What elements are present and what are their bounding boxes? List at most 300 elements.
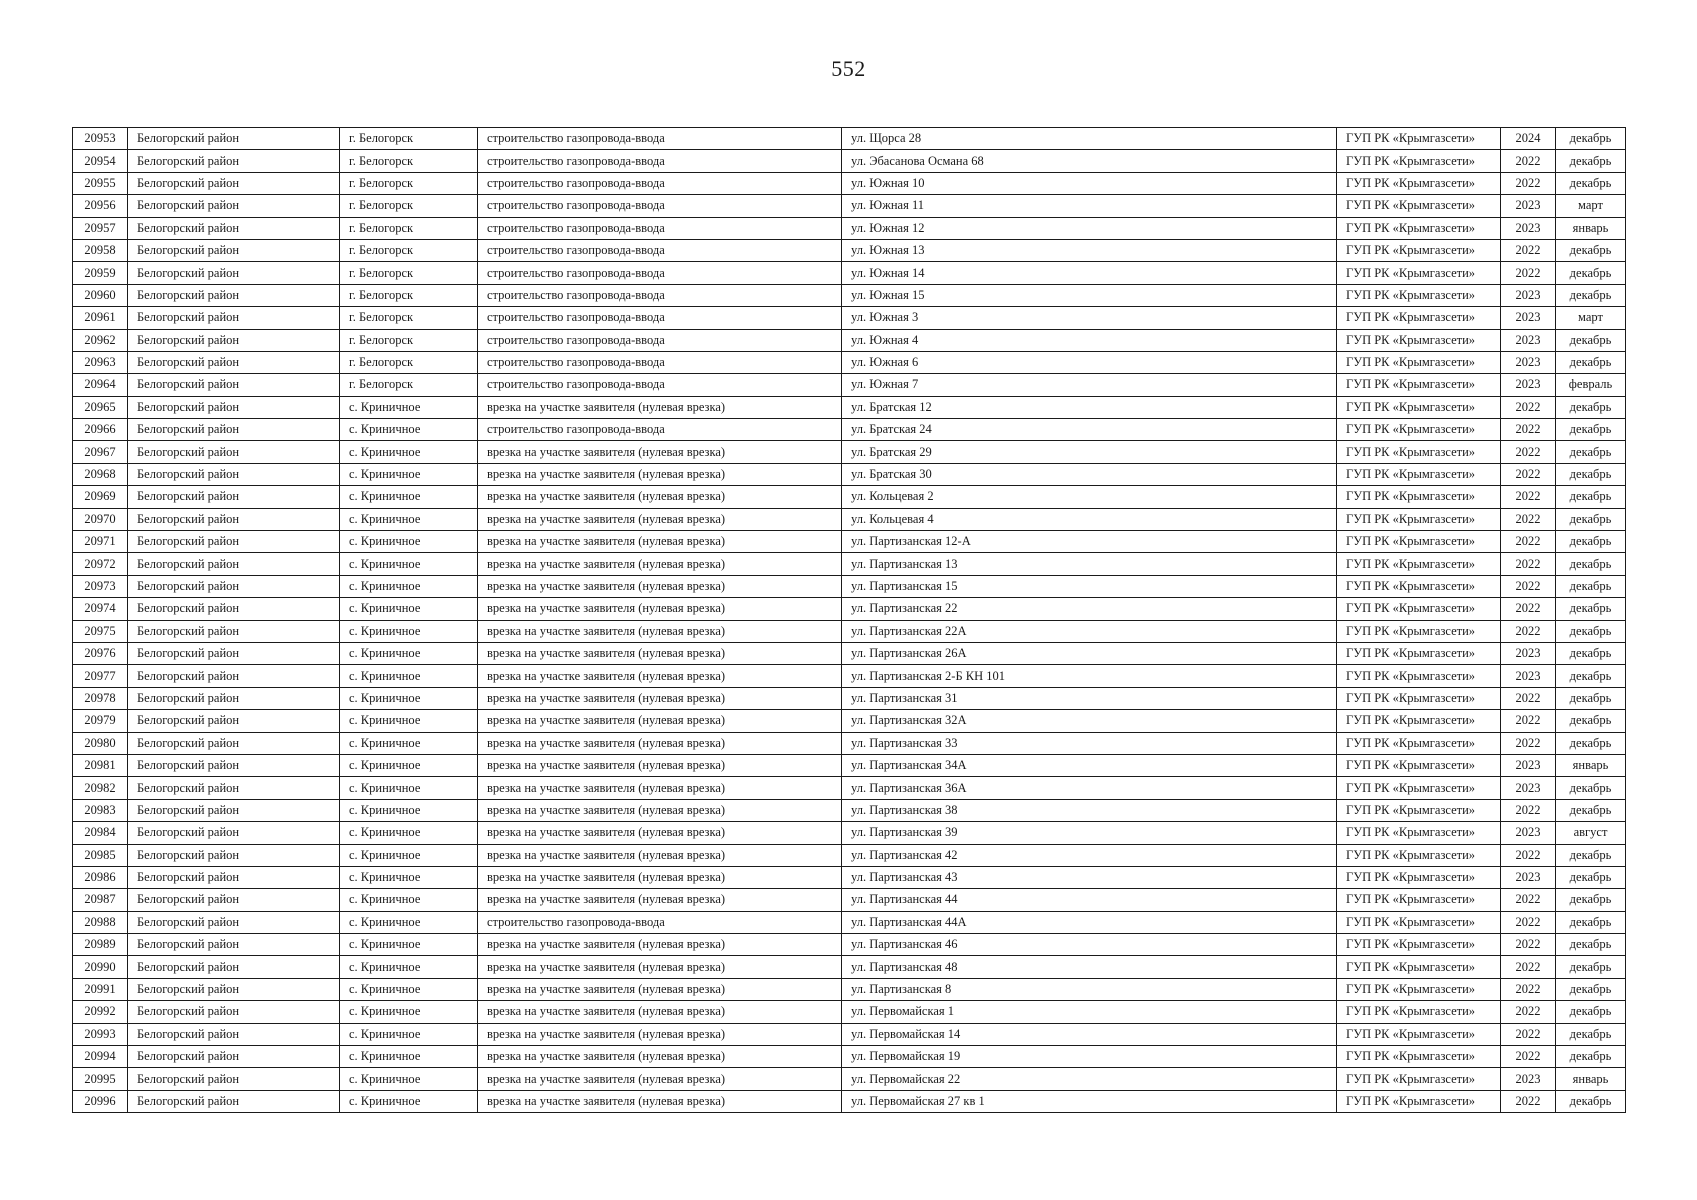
district-cell: Белогорский район <box>128 217 340 239</box>
address-cell: ул. Партизанская 22 <box>842 598 1337 620</box>
district-cell: Белогорский район <box>128 128 340 150</box>
address-cell: ул. Партизанская 13 <box>842 553 1337 575</box>
table-row <box>73 844 1626 866</box>
row-number-cell: 20978 <box>73 687 128 709</box>
district-cell: Белогорский район <box>128 1046 340 1068</box>
district-cell: Белогорский район <box>128 284 340 306</box>
organization-cell: ГУП РК «Крымгазсети» <box>1337 598 1501 620</box>
table-row <box>73 642 1626 664</box>
organization-cell: ГУП РК «Крымгазсети» <box>1337 575 1501 597</box>
month-cell: декабрь <box>1556 844 1626 866</box>
work-type-cell: строительство газопровода-ввода <box>478 374 842 396</box>
year-cell: 2022 <box>1501 150 1556 172</box>
address-cell: ул. Братская 24 <box>842 419 1337 441</box>
organization-cell: ГУП РК «Крымгазсети» <box>1337 687 1501 709</box>
table-row <box>73 1046 1626 1068</box>
address-cell: ул. Первомайская 1 <box>842 1001 1337 1023</box>
district-cell: Белогорский район <box>128 777 340 799</box>
district-cell: Белогорский район <box>128 889 340 911</box>
row-number-cell: 20988 <box>73 911 128 933</box>
address-cell: ул. Южная 4 <box>842 329 1337 351</box>
table-row <box>73 822 1626 844</box>
district-cell: Белогорский район <box>128 531 340 553</box>
address-cell: ул. Южная 10 <box>842 172 1337 194</box>
year-cell: 2022 <box>1501 396 1556 418</box>
organization-cell: ГУП РК «Крымгазсети» <box>1337 441 1501 463</box>
organization-cell: ГУП РК «Крымгазсети» <box>1337 1046 1501 1068</box>
district-cell: Белогорский район <box>128 239 340 261</box>
month-cell: декабрь <box>1556 463 1626 485</box>
settlement-cell: г. Белогорск <box>340 262 478 284</box>
table-row <box>73 553 1626 575</box>
year-cell: 2023 <box>1501 754 1556 776</box>
month-cell: декабрь <box>1556 553 1626 575</box>
organization-cell: ГУП РК «Крымгазсети» <box>1337 396 1501 418</box>
table-row <box>73 531 1626 553</box>
district-cell: Белогорский район <box>128 553 340 575</box>
table-row <box>73 777 1626 799</box>
address-cell: ул. Партизанская 42 <box>842 844 1337 866</box>
district-cell: Белогорский район <box>128 441 340 463</box>
work-type-cell: врезка на участке заявителя (нулевая врезка) <box>478 934 842 956</box>
settlement-cell: с. Криничное <box>340 1046 478 1068</box>
address-cell: ул. Партизанская 2-Б КН 101 <box>842 665 1337 687</box>
settlement-cell: г. Белогорск <box>340 329 478 351</box>
year-cell: 2023 <box>1501 351 1556 373</box>
settlement-cell: с. Криничное <box>340 1068 478 1090</box>
table-row <box>73 911 1626 933</box>
month-cell: декабрь <box>1556 642 1626 664</box>
year-cell: 2022 <box>1501 172 1556 194</box>
work-type-cell: врезка на участке заявителя (нулевая врезка) <box>478 553 842 575</box>
settlement-cell: г. Белогорск <box>340 128 478 150</box>
district-cell: Белогорский район <box>128 1001 340 1023</box>
organization-cell: ГУП РК «Крымгазсети» <box>1337 1090 1501 1112</box>
organization-cell: ГУП РК «Крымгазсети» <box>1337 665 1501 687</box>
table-row <box>73 419 1626 441</box>
table-row <box>73 150 1626 172</box>
month-cell: декабрь <box>1556 150 1626 172</box>
row-number-cell: 20980 <box>73 732 128 754</box>
settlement-cell: с. Криничное <box>340 396 478 418</box>
work-type-cell: врезка на участке заявителя (нулевая врезка) <box>478 486 842 508</box>
work-type-cell: врезка на участке заявителя (нулевая врезка) <box>478 889 842 911</box>
month-cell: декабрь <box>1556 508 1626 530</box>
organization-cell: ГУП РК «Крымгазсети» <box>1337 172 1501 194</box>
row-number-cell: 20957 <box>73 217 128 239</box>
settlement-cell: с. Криничное <box>340 687 478 709</box>
organization-cell: ГУП РК «Крымгазсети» <box>1337 284 1501 306</box>
year-cell: 2023 <box>1501 307 1556 329</box>
month-cell: декабрь <box>1556 1046 1626 1068</box>
year-cell: 2023 <box>1501 866 1556 888</box>
month-cell: декабрь <box>1556 665 1626 687</box>
row-number-cell: 20964 <box>73 374 128 396</box>
row-number-cell: 20979 <box>73 710 128 732</box>
work-type-cell: врезка на участке заявителя (нулевая врезка) <box>478 575 842 597</box>
row-number-cell: 20972 <box>73 553 128 575</box>
district-cell: Белогорский район <box>128 575 340 597</box>
address-cell: ул. Партизанская 46 <box>842 934 1337 956</box>
month-cell: январь <box>1556 1068 1626 1090</box>
settlement-cell: с. Криничное <box>340 642 478 664</box>
settlement-cell: с. Криничное <box>340 665 478 687</box>
organization-cell: ГУП РК «Крымгазсети» <box>1337 351 1501 373</box>
address-cell: ул. Первомайская 14 <box>842 1023 1337 1045</box>
year-cell: 2023 <box>1501 777 1556 799</box>
month-cell: декабрь <box>1556 710 1626 732</box>
address-cell: ул. Братская 29 <box>842 441 1337 463</box>
address-cell: ул. Партизанская 43 <box>842 866 1337 888</box>
district-cell: Белогорский район <box>128 956 340 978</box>
settlement-cell: с. Криничное <box>340 799 478 821</box>
month-cell: декабрь <box>1556 128 1626 150</box>
month-cell: декабрь <box>1556 329 1626 351</box>
organization-cell: ГУП РК «Крымгазсети» <box>1337 866 1501 888</box>
address-cell: ул. Южная 15 <box>842 284 1337 306</box>
address-cell: ул. Первомайская 19 <box>842 1046 1337 1068</box>
row-number-cell: 20994 <box>73 1046 128 1068</box>
organization-cell: ГУП РК «Крымгазсети» <box>1337 329 1501 351</box>
address-cell: ул. Партизанская 36А <box>842 777 1337 799</box>
address-cell: ул. Партизанская 38 <box>842 799 1337 821</box>
year-cell: 2022 <box>1501 1001 1556 1023</box>
district-cell: Белогорский район <box>128 866 340 888</box>
settlement-cell: с. Криничное <box>340 441 478 463</box>
year-cell: 2023 <box>1501 284 1556 306</box>
work-type-cell: строительство газопровода-ввода <box>478 351 842 373</box>
work-type-cell: строительство газопровода-ввода <box>478 172 842 194</box>
work-type-cell: врезка на участке заявителя (нулевая врезка) <box>478 799 842 821</box>
work-type-cell: врезка на участке заявителя (нулевая врезка) <box>478 1068 842 1090</box>
year-cell: 2022 <box>1501 620 1556 642</box>
work-type-cell: врезка на участке заявителя (нулевая врезка) <box>478 508 842 530</box>
organization-cell: ГУП РК «Крымгазсети» <box>1337 239 1501 261</box>
table-row <box>73 978 1626 1000</box>
year-cell: 2023 <box>1501 822 1556 844</box>
year-cell: 2022 <box>1501 732 1556 754</box>
organization-cell: ГУП РК «Крымгазсети» <box>1337 777 1501 799</box>
year-cell: 2022 <box>1501 687 1556 709</box>
settlement-cell: с. Криничное <box>340 822 478 844</box>
year-cell: 2023 <box>1501 1068 1556 1090</box>
month-cell: декабрь <box>1556 620 1626 642</box>
row-number-cell: 20958 <box>73 239 128 261</box>
settlement-cell: г. Белогорск <box>340 172 478 194</box>
work-type-cell: строительство газопровода-ввода <box>478 217 842 239</box>
month-cell: декабрь <box>1556 978 1626 1000</box>
settlement-cell: с. Криничное <box>340 620 478 642</box>
address-cell: ул. Партизанская 39 <box>842 822 1337 844</box>
table-row <box>73 262 1626 284</box>
year-cell: 2022 <box>1501 889 1556 911</box>
year-cell: 2022 <box>1501 934 1556 956</box>
district-cell: Белогорский район <box>128 329 340 351</box>
work-type-cell: строительство газопровода-ввода <box>478 239 842 261</box>
organization-cell: ГУП РК «Крымгазсети» <box>1337 911 1501 933</box>
address-cell: ул. Первомайская 22 <box>842 1068 1337 1090</box>
work-type-cell: строительство газопровода-ввода <box>478 195 842 217</box>
address-cell: ул. Южная 7 <box>842 374 1337 396</box>
work-type-cell: врезка на участке заявителя (нулевая врезка) <box>478 844 842 866</box>
month-cell: декабрь <box>1556 777 1626 799</box>
month-cell: декабрь <box>1556 419 1626 441</box>
month-cell: декабрь <box>1556 239 1626 261</box>
month-cell: декабрь <box>1556 687 1626 709</box>
address-cell: ул. Щорса 28 <box>842 128 1337 150</box>
year-cell: 2022 <box>1501 239 1556 261</box>
row-number-cell: 20962 <box>73 329 128 351</box>
organization-cell: ГУП РК «Крымгазсети» <box>1337 956 1501 978</box>
work-type-cell: врезка на участке заявителя (нулевая врезка) <box>478 1023 842 1045</box>
work-type-cell: врезка на участке заявителя (нулевая врезка) <box>478 642 842 664</box>
year-cell: 2023 <box>1501 665 1556 687</box>
row-number-cell: 20993 <box>73 1023 128 1045</box>
organization-cell: ГУП РК «Крымгазсети» <box>1337 553 1501 575</box>
table-row <box>73 732 1626 754</box>
settlement-cell: с. Криничное <box>340 866 478 888</box>
row-number-cell: 20987 <box>73 889 128 911</box>
table-row <box>73 665 1626 687</box>
work-type-cell: строительство газопровода-ввода <box>478 329 842 351</box>
district-cell: Белогорский район <box>128 396 340 418</box>
district-cell: Белогорский район <box>128 463 340 485</box>
row-number-cell: 20995 <box>73 1068 128 1090</box>
row-number-cell: 20954 <box>73 150 128 172</box>
address-cell: ул. Южная 13 <box>842 239 1337 261</box>
table-row <box>73 486 1626 508</box>
row-number-cell: 20971 <box>73 531 128 553</box>
address-cell: ул. Южная 12 <box>842 217 1337 239</box>
year-cell: 2022 <box>1501 262 1556 284</box>
table-row <box>73 575 1626 597</box>
row-number-cell: 20991 <box>73 978 128 1000</box>
table-row <box>73 284 1626 306</box>
month-cell: декабрь <box>1556 1001 1626 1023</box>
month-cell: август <box>1556 822 1626 844</box>
settlement-cell: с. Криничное <box>340 1001 478 1023</box>
work-type-cell: врезка на участке заявителя (нулевая врезка) <box>478 531 842 553</box>
year-cell: 2022 <box>1501 553 1556 575</box>
address-cell: ул. Первомайская 27 кв 1 <box>842 1090 1337 1112</box>
table-row <box>73 396 1626 418</box>
organization-cell: ГУП РК «Крымгазсети» <box>1337 217 1501 239</box>
year-cell: 2023 <box>1501 217 1556 239</box>
year-cell: 2022 <box>1501 508 1556 530</box>
organization-cell: ГУП РК «Крымгазсети» <box>1337 374 1501 396</box>
organization-cell: ГУП РК «Крымгазсети» <box>1337 620 1501 642</box>
month-cell: декабрь <box>1556 575 1626 597</box>
settlement-cell: с. Криничное <box>340 1023 478 1045</box>
work-type-cell: врезка на участке заявителя (нулевая врезка) <box>478 777 842 799</box>
organization-cell: ГУП РК «Крымгазсети» <box>1337 195 1501 217</box>
organization-cell: ГУП РК «Крымгазсети» <box>1337 822 1501 844</box>
district-cell: Белогорский район <box>128 486 340 508</box>
table-body <box>73 128 1626 1113</box>
settlement-cell: с. Криничное <box>340 598 478 620</box>
district-cell: Белогорский район <box>128 262 340 284</box>
month-cell: январь <box>1556 754 1626 776</box>
row-number-cell: 20965 <box>73 396 128 418</box>
month-cell: декабрь <box>1556 889 1626 911</box>
row-number-cell: 20981 <box>73 754 128 776</box>
month-cell: декабрь <box>1556 351 1626 373</box>
month-cell: декабрь <box>1556 441 1626 463</box>
table-row <box>73 1090 1626 1112</box>
year-cell: 2022 <box>1501 911 1556 933</box>
work-type-cell: врезка на участке заявителя (нулевая врезка) <box>478 1046 842 1068</box>
row-number-cell: 20986 <box>73 866 128 888</box>
settlement-cell: с. Криничное <box>340 956 478 978</box>
district-cell: Белогорский район <box>128 687 340 709</box>
work-type-cell: врезка на участке заявителя (нулевая врезка) <box>478 463 842 485</box>
table-row <box>73 956 1626 978</box>
settlement-cell: с. Криничное <box>340 754 478 776</box>
year-cell: 2022 <box>1501 1046 1556 1068</box>
year-cell: 2022 <box>1501 419 1556 441</box>
organization-cell: ГУП РК «Крымгазсети» <box>1337 934 1501 956</box>
district-cell: Белогорский район <box>128 307 340 329</box>
organization-cell: ГУП РК «Крымгазсети» <box>1337 710 1501 732</box>
table-row <box>73 508 1626 530</box>
address-cell: ул. Партизанская 22А <box>842 620 1337 642</box>
organization-cell: ГУП РК «Крымгазсети» <box>1337 508 1501 530</box>
row-number-cell: 20984 <box>73 822 128 844</box>
month-cell: январь <box>1556 217 1626 239</box>
work-type-cell: врезка на участке заявителя (нулевая врезка) <box>478 866 842 888</box>
year-cell: 2022 <box>1501 441 1556 463</box>
page-number: 552 <box>831 56 866 81</box>
work-type-cell: врезка на участке заявителя (нулевая врезка) <box>478 598 842 620</box>
district-cell: Белогорский район <box>128 754 340 776</box>
table-row <box>73 620 1626 642</box>
work-type-cell: строительство газопровода-ввода <box>478 419 842 441</box>
table-row <box>73 799 1626 821</box>
work-type-cell: врезка на участке заявителя (нулевая врезка) <box>478 687 842 709</box>
work-type-cell: врезка на участке заявителя (нулевая врезка) <box>478 396 842 418</box>
settlement-cell: г. Белогорск <box>340 374 478 396</box>
work-type-cell: врезка на участке заявителя (нулевая врезка) <box>478 822 842 844</box>
district-cell: Белогорский район <box>128 620 340 642</box>
row-number-cell: 20992 <box>73 1001 128 1023</box>
row-number-cell: 20976 <box>73 642 128 664</box>
work-type-cell: строительство газопровода-ввода <box>478 284 842 306</box>
row-number-cell: 20959 <box>73 262 128 284</box>
month-cell: февраль <box>1556 374 1626 396</box>
district-cell: Белогорский район <box>128 1090 340 1112</box>
year-cell: 2022 <box>1501 598 1556 620</box>
work-type-cell: врезка на участке заявителя (нулевая врезка) <box>478 978 842 1000</box>
settlement-cell: г. Белогорск <box>340 239 478 261</box>
year-cell: 2022 <box>1501 710 1556 732</box>
month-cell: декабрь <box>1556 1023 1626 1045</box>
work-type-cell: врезка на участке заявителя (нулевая врезка) <box>478 754 842 776</box>
organization-cell: ГУП РК «Крымгазсети» <box>1337 754 1501 776</box>
row-number-cell: 20961 <box>73 307 128 329</box>
organization-cell: ГУП РК «Крымгазсети» <box>1337 128 1501 150</box>
address-cell: ул. Южная 6 <box>842 351 1337 373</box>
row-number-cell: 20973 <box>73 575 128 597</box>
organization-cell: ГУП РК «Крымгазсети» <box>1337 1023 1501 1045</box>
year-cell: 2022 <box>1501 575 1556 597</box>
table-row <box>73 866 1626 888</box>
table-row <box>73 1023 1626 1045</box>
address-cell: ул. Партизанская 32А <box>842 710 1337 732</box>
work-type-cell: строительство газопровода-ввода <box>478 150 842 172</box>
organization-cell: ГУП РК «Крымгазсети» <box>1337 642 1501 664</box>
row-number-cell: 20969 <box>73 486 128 508</box>
address-cell: ул. Южная 3 <box>842 307 1337 329</box>
month-cell: декабрь <box>1556 486 1626 508</box>
year-cell: 2022 <box>1501 486 1556 508</box>
row-number-cell: 20977 <box>73 665 128 687</box>
month-cell: декабрь <box>1556 799 1626 821</box>
organization-cell: ГУП РК «Крымгазсети» <box>1337 486 1501 508</box>
row-number-cell: 20974 <box>73 598 128 620</box>
settlement-cell: г. Белогорск <box>340 351 478 373</box>
row-number-cell: 20953 <box>73 128 128 150</box>
settlement-cell: г. Белогорск <box>340 217 478 239</box>
address-cell: ул. Партизанская 31 <box>842 687 1337 709</box>
month-cell: декабрь <box>1556 956 1626 978</box>
district-cell: Белогорский район <box>128 911 340 933</box>
table-row <box>73 1068 1626 1090</box>
work-type-cell: строительство газопровода-ввода <box>478 128 842 150</box>
month-cell: декабрь <box>1556 172 1626 194</box>
month-cell: декабрь <box>1556 866 1626 888</box>
month-cell: декабрь <box>1556 911 1626 933</box>
settlement-cell: с. Криничное <box>340 889 478 911</box>
work-type-cell: врезка на участке заявителя (нулевая врезка) <box>478 732 842 754</box>
year-cell: 2023 <box>1501 195 1556 217</box>
row-number-cell: 20967 <box>73 441 128 463</box>
work-type-cell: врезка на участке заявителя (нулевая врезка) <box>478 710 842 732</box>
address-cell: ул. Братская 30 <box>842 463 1337 485</box>
district-cell: Белогорский район <box>128 1023 340 1045</box>
settlement-cell: г. Белогорск <box>340 307 478 329</box>
table-row <box>73 239 1626 261</box>
month-cell: декабрь <box>1556 1090 1626 1112</box>
table-row <box>73 754 1626 776</box>
address-cell: ул. Партизанская 8 <box>842 978 1337 1000</box>
organization-cell: ГУП РК «Крымгазсети» <box>1337 419 1501 441</box>
settlement-cell: г. Белогорск <box>340 195 478 217</box>
organization-cell: ГУП РК «Крымгазсети» <box>1337 150 1501 172</box>
table-row <box>73 463 1626 485</box>
address-cell: ул. Партизанская 26А <box>842 642 1337 664</box>
address-cell: ул. Партизанская 12-А <box>842 531 1337 553</box>
settlement-cell: с. Криничное <box>340 978 478 1000</box>
district-cell: Белогорский район <box>128 934 340 956</box>
row-number-cell: 20982 <box>73 777 128 799</box>
settlement-cell: с. Криничное <box>340 486 478 508</box>
organization-cell: ГУП РК «Крымгазсети» <box>1337 1068 1501 1090</box>
year-cell: 2022 <box>1501 463 1556 485</box>
address-cell: ул. Партизанская 44 <box>842 889 1337 911</box>
address-cell: ул. Кольцевая 4 <box>842 508 1337 530</box>
row-number-cell: 20955 <box>73 172 128 194</box>
table-row <box>73 172 1626 194</box>
table-row <box>73 195 1626 217</box>
table-row <box>73 329 1626 351</box>
address-cell: ул. Эбасанова Османа 68 <box>842 150 1337 172</box>
settlement-cell: с. Криничное <box>340 463 478 485</box>
work-type-cell: врезка на участке заявителя (нулевая врезка) <box>478 1090 842 1112</box>
organization-cell: ГУП РК «Крымгазсети» <box>1337 463 1501 485</box>
district-cell: Белогорский район <box>128 150 340 172</box>
year-cell: 2023 <box>1501 374 1556 396</box>
organization-cell: ГУП РК «Крымгазсети» <box>1337 1001 1501 1023</box>
